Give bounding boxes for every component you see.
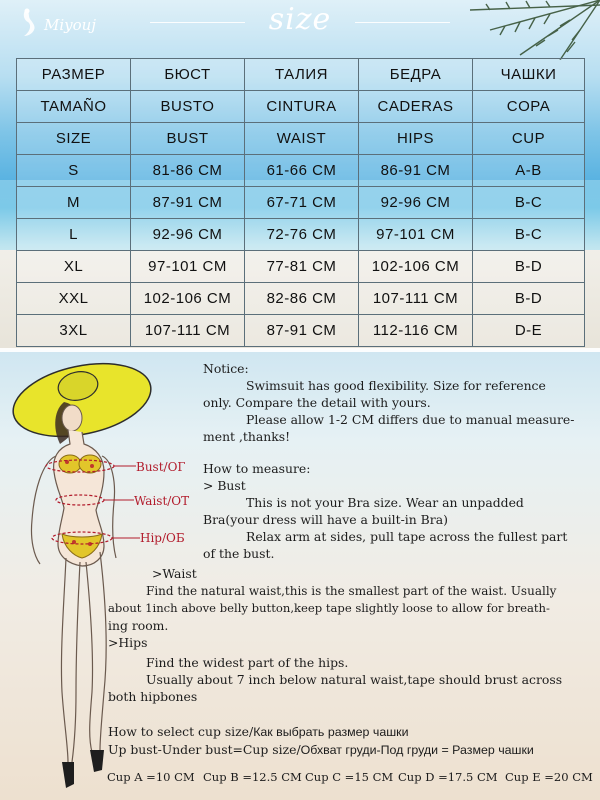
table-row bbox=[17, 251, 585, 283]
table-cell: 77-81 CM bbox=[245, 251, 359, 283]
cup-size-c: Cup C =15 CM bbox=[305, 770, 394, 784]
table-cell: 3XL bbox=[17, 315, 131, 347]
cup-select-line bbox=[108, 723, 409, 741]
hips-text-line: Find the widest part of the hips. bbox=[146, 655, 349, 670]
waist-text-line: Find the natural waist,this is the smallest part of the waist. Usually bbox=[146, 584, 557, 598]
hip-label: Hip/ОБ bbox=[140, 531, 185, 545]
cup-size-b: Cup B =12.5 CM bbox=[203, 770, 302, 784]
head bbox=[62, 405, 82, 431]
logo-text: Miyouj bbox=[44, 16, 96, 34]
header-cell: COPA bbox=[473, 91, 585, 123]
header-cell: ТАЛИЯ bbox=[245, 59, 359, 91]
page-title: size bbox=[268, 2, 332, 37]
right-leg bbox=[86, 562, 93, 752]
table-cell: 67-71 CM bbox=[245, 187, 359, 219]
left-shoe bbox=[62, 762, 74, 788]
table-row bbox=[17, 315, 585, 347]
notice-line: Please allow 1-2 CM differs due to manual measure- bbox=[246, 412, 575, 427]
left-leg bbox=[61, 558, 68, 762]
size-chart-table bbox=[16, 58, 585, 347]
table-cell: 102-106 CM bbox=[131, 283, 245, 315]
table-cell: M bbox=[17, 187, 131, 219]
bikini-top-left bbox=[59, 455, 81, 473]
table-row bbox=[17, 219, 585, 251]
table-cell: 112-116 CM bbox=[359, 315, 473, 347]
header-cell: SIZE bbox=[17, 123, 131, 155]
header-cell: HIPS bbox=[359, 123, 473, 155]
header-row-spanish bbox=[17, 91, 585, 123]
table-cell: B-D bbox=[473, 283, 585, 315]
cup-formula-ru: Обхват груди-Под груди = Размер чашки bbox=[300, 743, 534, 757]
notice-line: Swimsuit has good flexibility. Size for reference bbox=[246, 378, 546, 393]
notice-line: ment ,thanks! bbox=[203, 429, 291, 444]
cup-formula-line bbox=[108, 741, 534, 759]
table-cell: L bbox=[17, 219, 131, 251]
hips-text-line: both hipbones bbox=[108, 689, 198, 704]
table-cell: 86-91 CM bbox=[359, 155, 473, 187]
header-row-russian bbox=[17, 59, 585, 91]
table-row bbox=[17, 283, 585, 315]
header-cell: РАЗМЕР bbox=[17, 59, 131, 91]
notice-heading: Notice: bbox=[203, 361, 249, 376]
table-cell: 107-111 CM bbox=[359, 283, 473, 315]
cup-size-d: Cup D =17.5 CM bbox=[398, 770, 498, 784]
table-cell: 107-111 CM bbox=[131, 315, 245, 347]
bust-label: Bust/ОГ bbox=[136, 460, 186, 474]
bikini-top-right bbox=[79, 455, 101, 473]
cup-size-e: Cup E =20 CM bbox=[505, 770, 593, 784]
table-cell: XXL bbox=[17, 283, 131, 315]
cup-formula-en: Up bust-Under bust=Cup size/ bbox=[108, 742, 301, 757]
table-cell: 81-86 CM bbox=[131, 155, 245, 187]
bust-text-line: This is not your Bra size. Wear an unpadded bbox=[246, 495, 524, 510]
hips-heading: >Hips bbox=[108, 635, 148, 650]
bust-text-line: of the bust. bbox=[203, 546, 275, 561]
header-cell: BUST bbox=[131, 123, 245, 155]
header-row-english bbox=[17, 123, 585, 155]
table-cell: S bbox=[17, 155, 131, 187]
table-cell: B-C bbox=[473, 187, 585, 219]
table-cell: 82-86 CM bbox=[245, 283, 359, 315]
table-cell: 102-106 CM bbox=[359, 251, 473, 283]
header-cell: TAMAÑO bbox=[17, 91, 131, 123]
header-cell: CADERAS bbox=[359, 91, 473, 123]
waist-text-line: ing room. bbox=[108, 618, 169, 633]
cup-select-ru: Как выбрать размер чашки bbox=[253, 725, 409, 739]
bust-heading: > Bust bbox=[203, 478, 246, 493]
header-cell: ЧАШКИ bbox=[473, 59, 585, 91]
header-cell: CINTURA bbox=[245, 91, 359, 123]
table-cell: 72-76 CM bbox=[245, 219, 359, 251]
table-cell: D-E bbox=[473, 315, 585, 347]
left-arm bbox=[31, 456, 56, 564]
waist-text-line: about 1inch above belly button,keep tape slightly loose to allow for breath- bbox=[108, 601, 550, 615]
left-leg-inner bbox=[72, 562, 80, 762]
right-shoe bbox=[90, 750, 104, 772]
measure-heading: How to measure: bbox=[203, 461, 311, 476]
table-cell: 92-96 CM bbox=[131, 219, 245, 251]
header-cell: CUP bbox=[473, 123, 585, 155]
table-cell: 87-91 CM bbox=[131, 187, 245, 219]
notice-line: only. Compare the detail with yours. bbox=[203, 395, 431, 410]
table-cell: 92-96 CM bbox=[359, 187, 473, 219]
cup-size-a: Cup A =10 CM bbox=[107, 770, 195, 784]
cup-select-en: How to select cup size/ bbox=[108, 724, 254, 739]
hat-brim bbox=[12, 352, 158, 448]
bust-text-line: Relax arm at sides, pull tape across the fullest part bbox=[246, 529, 568, 544]
table-cell: 97-101 CM bbox=[359, 219, 473, 251]
table-cell: XL bbox=[17, 251, 131, 283]
bust-text-line: Bra(your dress will have a built-in Bra) bbox=[203, 512, 448, 527]
waist-label: Waist/ОТ bbox=[134, 494, 190, 508]
table-cell: 87-91 CM bbox=[245, 315, 359, 347]
table-cell: B-C bbox=[473, 219, 585, 251]
right-leg-outer bbox=[100, 552, 106, 750]
hips-text-line: Usually about 7 inch below natural waist,tape should brust across bbox=[146, 672, 563, 687]
table-cell: 97-101 CM bbox=[131, 251, 245, 283]
table-cell: A-B bbox=[473, 155, 585, 187]
table-cell: B-D bbox=[473, 251, 585, 283]
brand-logo bbox=[14, 6, 124, 42]
waist-heading: >Waist bbox=[152, 566, 197, 581]
table-cell: 61-66 CM bbox=[245, 155, 359, 187]
header-cell: BUSTO bbox=[131, 91, 245, 123]
title-line-left bbox=[150, 22, 245, 23]
header-cell: БЮСТ bbox=[131, 59, 245, 91]
header-cell: БЕДРА bbox=[359, 59, 473, 91]
title-line-right bbox=[355, 22, 450, 23]
header-cell: WAIST bbox=[245, 123, 359, 155]
table-row bbox=[17, 187, 585, 219]
mermaid-logo-icon bbox=[14, 6, 42, 42]
palm-leaves-decoration bbox=[430, 0, 600, 60]
table-row bbox=[17, 155, 585, 187]
